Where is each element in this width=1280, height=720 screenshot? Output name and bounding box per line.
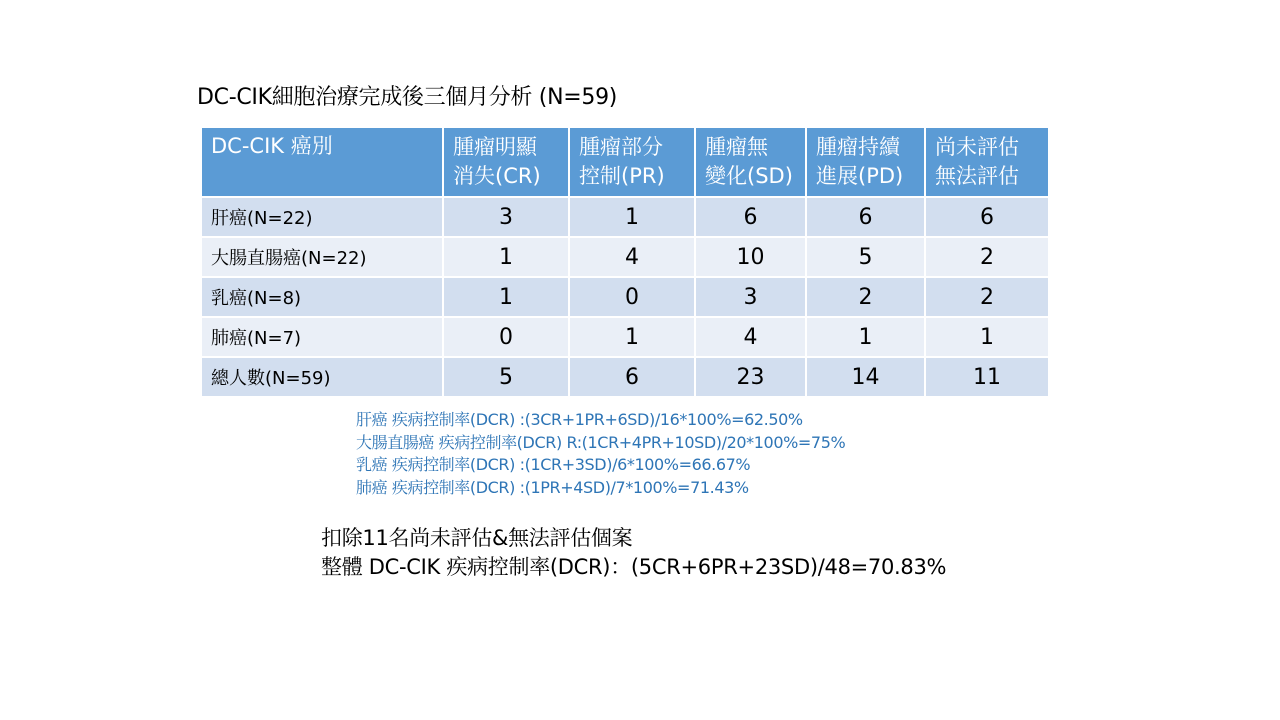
- header-not-evaluated-line1: 尚未評估: [935, 135, 1019, 159]
- cell-not-evaluated: 2: [925, 237, 1049, 277]
- summary-exclusion-line: 扣除11名尚未評估&無法評估個案: [321, 526, 633, 550]
- cell-pr: 1: [569, 317, 695, 357]
- cell-cr: 3: [443, 197, 569, 237]
- summary: [321, 524, 946, 582]
- dcr-notes: [356, 409, 845, 499]
- results-table: [200, 126, 1050, 398]
- cell-cr: 1: [443, 277, 569, 317]
- cell-sd: 23: [695, 357, 806, 397]
- row-label: 乳癌(N=8): [201, 277, 443, 317]
- row-label: 肝癌(N=22): [201, 197, 443, 237]
- cell-cr: 0: [443, 317, 569, 357]
- cell-pd: 2: [806, 277, 925, 317]
- dcr-note-breast: 乳癌 疾病控制率(DCR) :(1CR+3SD)/6*100%=66.67%: [356, 455, 751, 474]
- dcr-note-colorectal: 大腸直腸癌 疾病控制率(DCR) R:(1CR+4PR+10SD)/20*100%=75%: [356, 432, 846, 452]
- dcr-note-liver: 肝癌 疾病控制率(DCR) :(3CR+1PR+6SD)/16*100%=62.50%: [356, 410, 803, 429]
- table-row-breast: [201, 277, 1049, 317]
- cell-pr: 4: [569, 237, 695, 277]
- cell-pd: 6: [806, 197, 925, 237]
- cell-not-evaluated: 2: [925, 277, 1049, 317]
- cell-pd: 5: [806, 237, 925, 277]
- header-cancer-type: [201, 127, 443, 197]
- header-cr: [443, 127, 569, 197]
- header-cr-line1: 腫瘤明顯: [453, 135, 537, 159]
- header-pd-line2: 進展(PD): [816, 164, 904, 188]
- header-pr-line1: 腫瘤部分: [579, 135, 663, 159]
- cell-pr: 1: [569, 197, 695, 237]
- slide-title: DC-CIK細胞治療完成後三個月分析 (N=59): [197, 85, 618, 110]
- cell-cr: 1: [443, 237, 569, 277]
- header-pd: [806, 127, 925, 197]
- header-sd: [695, 127, 806, 197]
- cell-sd: 10: [695, 237, 806, 277]
- cell-pr: 6: [569, 357, 695, 397]
- cell-sd: 6: [695, 197, 806, 237]
- row-label: 大腸直腸癌(N=22): [201, 237, 443, 277]
- row-label: 總人數(N=59): [201, 357, 443, 397]
- header-cr-line2: 消失(CR): [453, 164, 541, 188]
- table-row-lung: [201, 317, 1049, 357]
- row-label: 肺癌(N=7): [201, 317, 443, 357]
- cell-not-evaluated: 6: [925, 197, 1049, 237]
- cell-pr: 0: [569, 277, 695, 317]
- header-not-evaluated: [925, 127, 1049, 197]
- header-cancer-type-label: DC-CIK 癌別: [211, 134, 333, 158]
- cell-pd: 14: [806, 357, 925, 397]
- cell-not-evaluated: 1: [925, 317, 1049, 357]
- cell-sd: 3: [695, 277, 806, 317]
- cell-cr: 5: [443, 357, 569, 397]
- cell-sd: 4: [695, 317, 806, 357]
- cell-not-evaluated: 11: [925, 357, 1049, 397]
- header-row: [201, 127, 1049, 197]
- header-pr-line2: 控制(PR): [579, 164, 665, 188]
- table-row-liver: [201, 197, 1049, 237]
- summary-overall-dcr-line: 整體 DC-CIK 疾病控制率(DCR)：(5CR+6PR+23SD)/48=70.83%: [321, 555, 947, 579]
- header-sd-line1: 腫瘤無: [705, 135, 768, 159]
- header-pd-line1: 腫瘤持續: [816, 135, 900, 159]
- header-pr: [569, 127, 695, 197]
- header-sd-line2: 變化(SD): [705, 164, 793, 188]
- dcr-note-lung: 肺癌 疾病控制率(DCR) :(1PR+4SD)/7*100%=71.43%: [356, 477, 749, 497]
- header-not-evaluated-line2: 無法評估: [935, 164, 1019, 188]
- cell-pd: 1: [806, 317, 925, 357]
- table-row-colorectal: [201, 237, 1049, 277]
- table-row-total: [201, 357, 1049, 397]
